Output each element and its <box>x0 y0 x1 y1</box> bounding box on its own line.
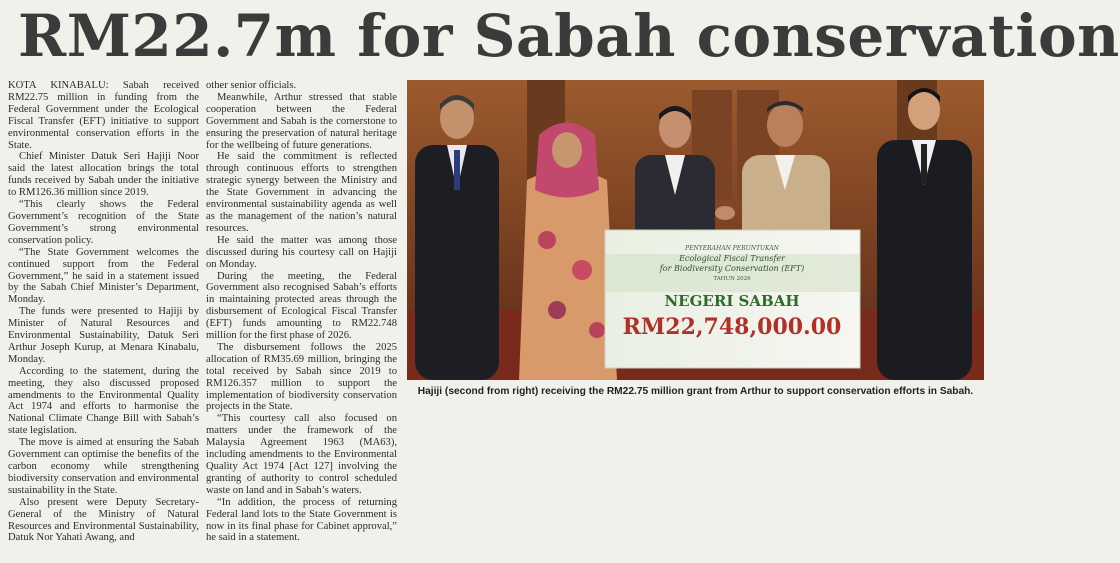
article-column-1 <box>8 80 199 544</box>
paragraph: He said the matter was among those discussed during his courtesy call on Hajiji on Monday. <box>206 234 397 270</box>
cheque-heading: for Biodiversity Conservation (EFT) <box>659 264 805 273</box>
photo-caption: Hajiji (second from right) receiving the RM22.75 million grant from Arthur to support conservation efforts in Sabah. <box>417 386 974 397</box>
paragraph: Also present were Deputy Secretary-General of the Ministry of Natural Resources and Environmental Sustainability, Datuk Nor Yahati Awang, and <box>8 496 199 544</box>
paragraph: “This courtesy call also focused on matters under the framework of the Malaysia Agreement 1963 (MA63), including amendments to the Environmental Quality Act 1974 [Act 127] involving the granting of authority to control scheduled waste on land and in Sabah’s waters. <box>206 413 397 496</box>
paragraph: He said the commitment is reflected through continuous efforts to strengthen strategic synergy between the Ministry and the State Government in advancing the environmental sustainability agenda as well as the management of the nation’s natural resources. <box>206 151 397 234</box>
paragraph: “In addition, the process of returning Federal land lots to the State Government is now in its final phase for Cabinet approval,” he said in a statement. <box>206 496 397 544</box>
paragraph: During the meeting, the Federal Government also recognised Sabah’s efforts in maintaining protected areas through the disbursement of Ecological Fiscal Transfer (EFT) funds amounting to RM22.748 million for the first phase of 2026. <box>206 270 397 342</box>
paragraph: According to the statement, during the meeting, they also discussed proposed amendments to the Environmental Quality Act 1974 and efforts to harmonise the National Climate Change Bill with Sabah’s state legislation. <box>8 365 199 437</box>
mock-cheque <box>605 230 860 368</box>
cheque-recipient: NEGERI SABAH <box>664 292 800 310</box>
handshake <box>715 206 735 220</box>
paragraph: The disbursement follows the 2025 allocation of RM35.69 million, bringing the total received by Sabah since 2019 to RM126.357 million to support the implementation of biodiversity conservation projects in the State. <box>206 341 397 413</box>
headline: RM22.7m for Sabah conservation <box>18 2 1120 70</box>
cheque-heading: PENYERAHAN PERUNTUKAN <box>685 245 779 252</box>
news-photo <box>407 80 984 380</box>
paragraph: “This clearly shows the Federal Government’s recognition of the State Government’s strong environmental conservation policy. <box>8 199 199 246</box>
paragraph: Chief Minister Datuk Seri Hajiji Noor said the latest allocation brings the total funds received by Sabah under the initiative to RM126.36 million since 2019. <box>8 151 199 199</box>
cheque-heading: TAHUN 2026 <box>713 276 751 282</box>
cheque-amount: RM22,748,000.00 <box>622 314 842 340</box>
paragraph: “The State Government welcomes the continued support from the Federal Government,” he said in a statement issued by the Sabah Chief Minister’s Department, Monday. <box>8 246 199 306</box>
photo-illustration <box>407 80 984 380</box>
paragraph: The move is aimed at ensuring the Sabah Government can optimise the benefits of the carbon economy while strengthening biodiversity conservation and environmental sustainability in the State. <box>8 437 199 496</box>
paragraph: The funds were presented to Hajiji by Minister of Natural Resources and Environmental Sustainability, Datuk Seri Arthur Joseph Kurup, at Menara Kinabalu, Monday. <box>8 306 199 365</box>
paragraph: other senior officials. <box>206 80 297 91</box>
paragraph: KOTA KINABALU: Sabah received RM22.75 million in funding from the Federal Government under the Ecological Fiscal Transfer (EFT) initiative to support environmental conservation efforts in the State. <box>8 80 199 151</box>
paragraph: Meanwhile, Arthur stressed that stable cooperation between the Federal Government and Sabah is the cornerstone to ensuring the preservation of natural heritage for the wellbeing of future generations. <box>206 91 397 151</box>
article-column-2 <box>206 80 397 544</box>
cheque-heading: Ecological Fiscal Transfer <box>679 254 785 263</box>
